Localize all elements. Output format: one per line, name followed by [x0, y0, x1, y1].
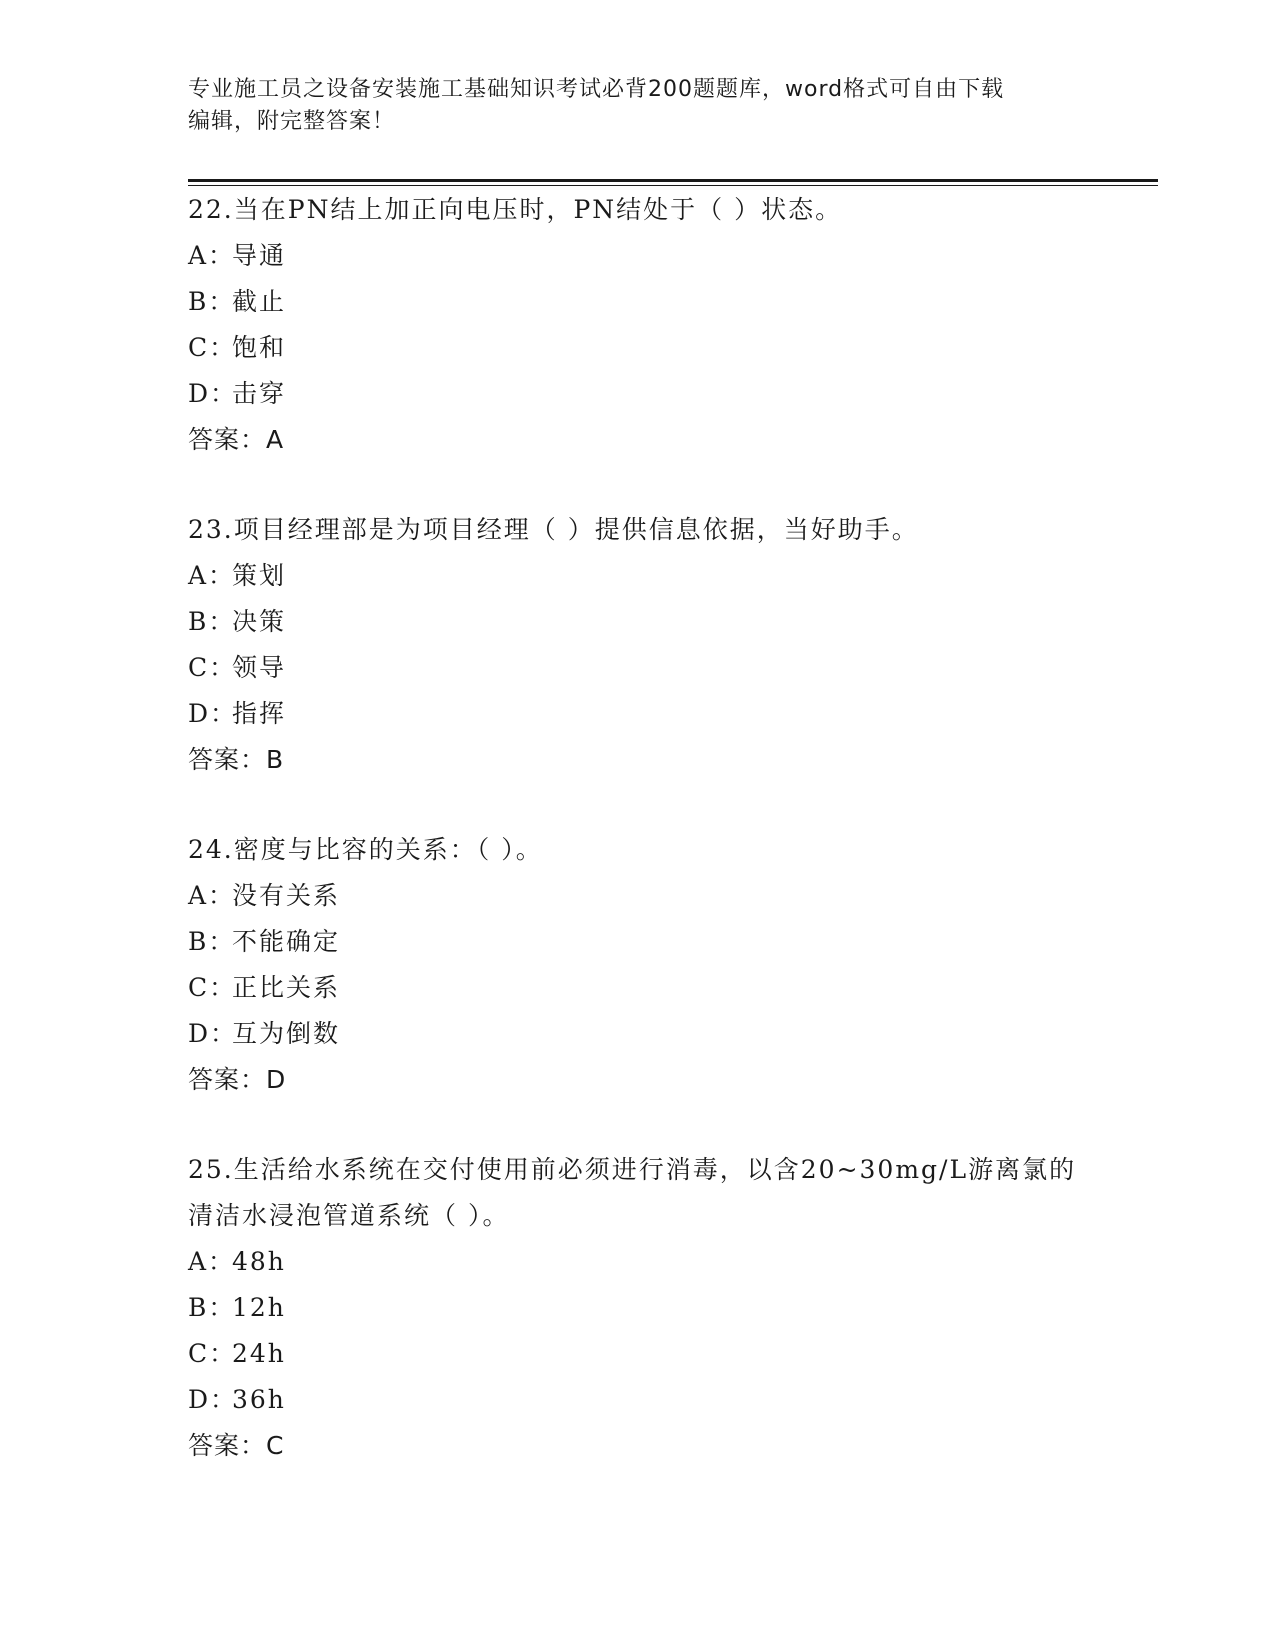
option-a	[188, 233, 1088, 279]
option-key: C：	[188, 653, 237, 682]
option-text: 36h	[232, 1385, 286, 1414]
option-text: 正比关系	[232, 973, 341, 1002]
option-text: 领导	[232, 653, 287, 682]
option-text: 互为倒数	[232, 1019, 341, 1048]
question-22	[188, 187, 1088, 463]
option-text: 12h	[232, 1293, 286, 1322]
option-a	[188, 1239, 1088, 1285]
header-divider-thin	[188, 185, 1158, 186]
option-text: 指挥	[232, 699, 287, 728]
option-b	[188, 919, 1088, 965]
option-text: 策划	[232, 561, 287, 590]
option-key: B：	[188, 1293, 236, 1322]
option-key: A：	[188, 241, 236, 270]
header-line-2: 编辑，附完整答案！	[188, 109, 396, 134]
option-text: 截止	[232, 287, 287, 316]
option-key: A：	[188, 561, 236, 590]
option-a	[188, 873, 1088, 919]
option-key: B：	[188, 607, 236, 636]
answer-line: 答案：D	[188, 1065, 287, 1094]
option-text: 48h	[232, 1247, 286, 1276]
option-key: B：	[188, 287, 236, 316]
option-c	[188, 645, 1088, 691]
option-key: A：	[188, 1247, 236, 1276]
option-b	[188, 599, 1088, 645]
header-line-1: 专业施工员之设备安装施工基础知识考试必背200题题库，word格式可自由下载	[188, 77, 1005, 102]
document-header	[188, 74, 1068, 138]
option-b	[188, 279, 1088, 325]
option-key: C：	[188, 333, 237, 362]
option-text: 决策	[232, 607, 287, 636]
answer-line: 答案：C	[188, 1431, 285, 1460]
option-key: D：	[188, 699, 238, 728]
option-text: 击穿	[232, 379, 287, 408]
option-d	[188, 1011, 1088, 1057]
option-key: A：	[188, 881, 236, 910]
question-stem: 25.生活给水系统在交付使用前必须进行消毒，以含20~30mg/L游离氯的清洁水浸泡管道系统（ ）。	[188, 1155, 1077, 1230]
option-c	[188, 1331, 1088, 1377]
option-d	[188, 1377, 1088, 1423]
question-23	[188, 507, 1088, 783]
question-stem: 24.密度与比容的关系：（ ）。	[188, 835, 543, 864]
header-divider-thick	[188, 179, 1158, 182]
option-b	[188, 1285, 1088, 1331]
answer-line: 答案：A	[188, 425, 285, 454]
option-text: 导通	[232, 241, 287, 270]
option-a	[188, 553, 1088, 599]
option-c	[188, 325, 1088, 371]
option-key: D：	[188, 1019, 238, 1048]
option-key: D：	[188, 1385, 238, 1414]
question-25	[188, 1147, 1088, 1469]
option-d	[188, 371, 1088, 417]
question-stem: 22.当在PN结上加正向电压时，PN结处于（ ）状态。	[188, 195, 843, 224]
option-text: 没有关系	[232, 881, 341, 910]
option-c	[188, 965, 1088, 1011]
option-key: C：	[188, 973, 237, 1002]
answer-line: 答案：B	[188, 745, 285, 774]
option-key: C：	[188, 1339, 237, 1368]
option-text: 24h	[232, 1339, 286, 1368]
option-text: 饱和	[232, 333, 287, 362]
document-page	[188, 0, 1158, 1650]
option-key: D：	[188, 379, 238, 408]
option-d	[188, 691, 1088, 737]
option-key: B：	[188, 927, 236, 956]
option-text: 不能确定	[232, 927, 341, 956]
question-24	[188, 827, 1088, 1103]
question-stem: 23.项目经理部是为项目经理（ ）提供信息依据，当好助手。	[188, 515, 919, 544]
